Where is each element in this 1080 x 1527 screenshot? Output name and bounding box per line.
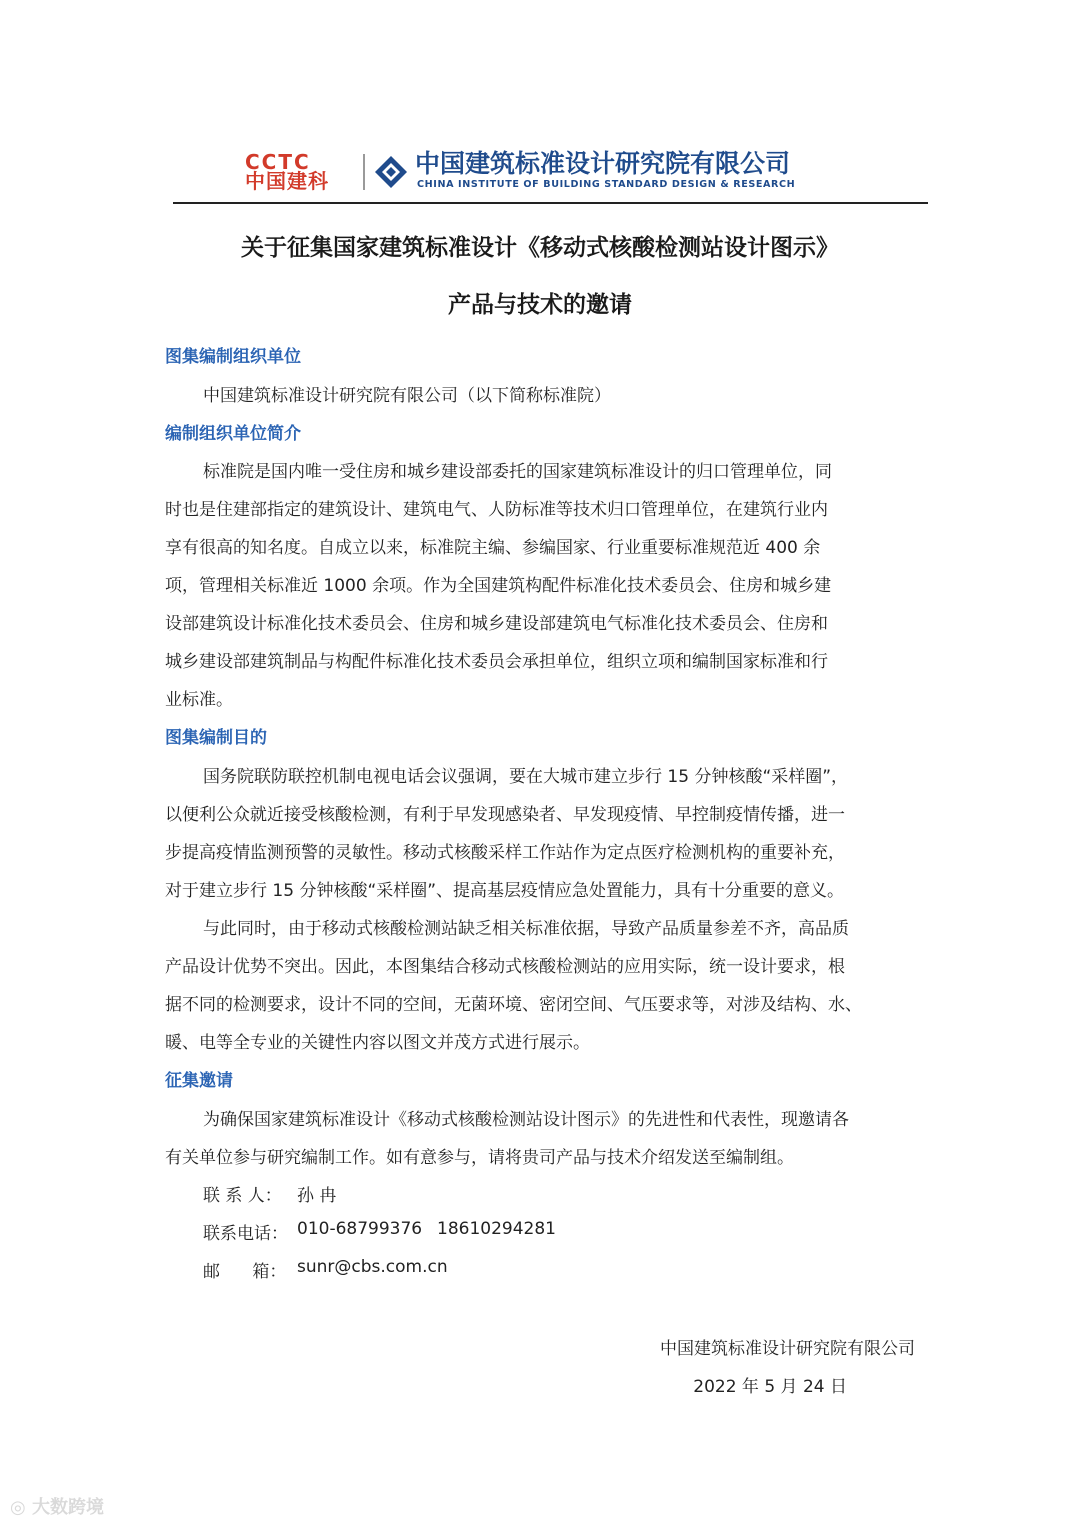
paragraph-line: 城乡建设部建筑制品与构配件标准化技术委员会承担单位，组织立项和编制国家标准和行 [165,652,828,672]
paragraph-line: 标准院是国内唯一受住房和城乡建设部委托的国家建筑标准设计的归口管理单位，同 [203,462,832,482]
logo-divider [363,154,365,190]
paragraph-line: 中国建筑标准设计研究院有限公司（以下简称标准院） [203,386,611,406]
section-heading-org-unit: 图集编制组织单位 [165,347,301,367]
document-title-line1: 关于征集国家建筑标准设计《移动式核酸检测站设计图示》 [241,235,839,261]
institute-emblem-icon [373,154,409,190]
paragraph-line: 与此同时，由于移动式核酸检测站缺乏相关标准依据，导致产品质量参差不齐，高品质 [203,919,849,939]
signature-date: 2022 年 5 月 24 日 [693,1377,847,1397]
paragraph-line: 产品设计优势不突出。因此，本图集结合移动式核酸检测站的应用实际，统一设计要求，根 [165,957,845,977]
contact-email-label: 邮 箱： [203,1262,287,1282]
logo-latin: CCTC [245,150,311,174]
watermark-logo-icon: ◎ [10,1497,26,1518]
contact-phone-label: 联系电话： [203,1224,288,1244]
paragraph-line: 业标准。 [165,690,233,710]
paragraph-line: 暖、电等全专业的关键性内容以图文并茂方式进行展示。 [165,1033,590,1053]
logo-cn: 中国建科 [245,169,329,193]
org-name-en: CHINA INSTITUTE OF BUILDING STANDARD DESIGN & RESEARCH [417,179,796,190]
contact-email[interactable]: sunr@cbs.com.cn [297,1257,448,1277]
paragraph-line: 步提高疫情监测预警的灵敏性。移动式核酸采样工作站作为定点医疗检测机构的重要补充， [165,843,845,863]
paragraph-line: 以便利公众就近接受核酸检测，有利于早发现感染者、早发现疫情、早控制疫情传播，进一 [165,805,845,825]
paragraph-line: 为确保国家建筑标准设计《移动式核酸检测站设计图示》的先进性和代表性，现邀请各 [203,1110,849,1130]
paragraph-line: 享有很高的知名度。自成立以来，标准院主编、参编国家、行业重要标准规范近 400 余 [165,538,821,558]
paragraph-line: 对于建立步行 15 分钟核酸“采样圈”、提高基层疫情应急处置能力，具有十分重要的意义。 [165,881,845,901]
header-divider [173,202,928,204]
org-name-cn: 中国建筑标准设计研究院有限公司 [415,149,791,178]
section-heading-invite: 征集邀请 [165,1071,233,1091]
section-heading-intro: 编制组织单位简介 [165,424,301,444]
watermark [10,1493,104,1519]
paragraph-line: 据不同的检测要求，设计不同的空间，无菌环境、密闭空间、气压要求等，对涉及结构、水、 [165,995,862,1015]
contact-phone-2: 18610294281 [437,1219,556,1239]
contact-person-label: 联 系 人： [203,1186,282,1206]
document-title-line2: 产品与技术的邀请 [448,292,632,318]
header-logo [245,149,845,193]
paragraph-line: 项，管理相关标准近 1000 余项。作为全国建筑构配件标准化技术委员会、住房和城乡建 [165,576,832,596]
signature-org: 中国建筑标准设计研究院有限公司 [660,1339,915,1359]
paragraph-line: 设部建筑设计标准化技术委员会、住房和城乡建设部建筑电气标准化技术委员会、住房和 [165,614,828,634]
paragraph-line: 国务院联防联控机制电视电话会议强调，要在大城市建立步行 15 分钟核酸“采样圈”， [203,767,849,787]
paragraph-line: 有关单位参与研究编制工作。如有意参与，请将贵司产品与技术介绍发送至编制组。 [165,1148,794,1168]
paragraph-line: 时也是住建部指定的建筑设计、建筑电气、人防标准等技术归口管理单位，在建筑行业内 [165,500,828,520]
contact-person: 孙 冉 [297,1186,337,1206]
watermark-text: 大数跨境 [32,1497,104,1518]
contact-phone-1: 010-68799376 [297,1219,423,1239]
section-heading-purpose: 图集编制目的 [165,728,267,748]
